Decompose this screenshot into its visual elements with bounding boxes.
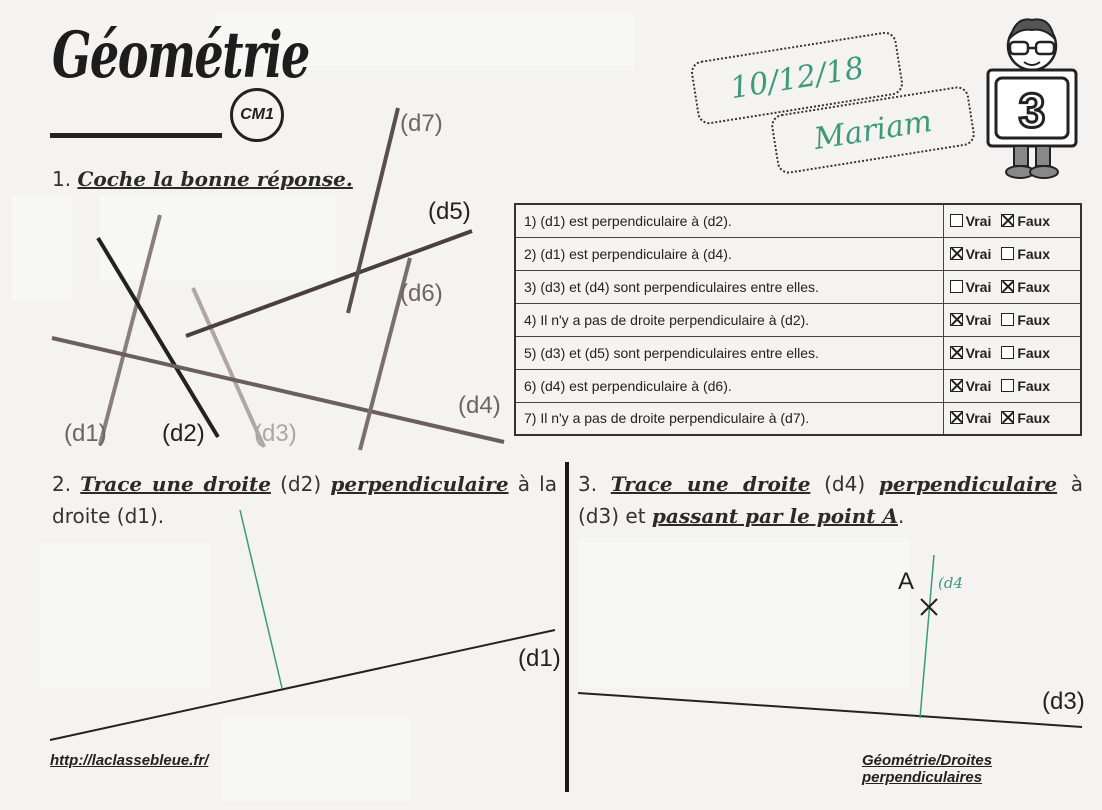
quiz-statement: 7) Il n'y a pas de droite perpendiculaire à (d7). bbox=[515, 402, 943, 435]
label-d6: (d6) bbox=[400, 280, 443, 307]
vrai-label: Vrai bbox=[965, 377, 992, 394]
exercise3-bold1: Trace une droite bbox=[610, 472, 811, 496]
quiz-statement: 5) (d3) et (d5) sont perpendiculaires entre elles. bbox=[515, 336, 943, 369]
drawn-perpendicular-ex3 bbox=[920, 555, 934, 718]
vrai-label: Vrai bbox=[965, 344, 992, 361]
quiz-statement: 3) (d3) et (d4) sont perpendiculaires entre elles. bbox=[515, 270, 943, 303]
quiz-statement: 2) (d1) est perpendiculaire à (d4). bbox=[515, 237, 943, 270]
faux-label: Faux bbox=[1017, 311, 1051, 328]
exercise2-bold1: Trace une droite bbox=[80, 472, 271, 496]
footer-topic: Géométrie/Droites perpendiculaires bbox=[862, 752, 993, 786]
exercise1-instruction: Coche la bonne réponse. bbox=[77, 167, 353, 191]
exercise3-number: 3. bbox=[578, 472, 598, 496]
line-d3-ex3 bbox=[578, 693, 1082, 727]
label-d5: (d5) bbox=[428, 198, 471, 225]
faux-label: Faux bbox=[1017, 278, 1051, 295]
vrai-label: Vrai bbox=[965, 311, 992, 328]
exercise3-bold2: perpendiculaire bbox=[878, 472, 1058, 496]
mascot-number: 3 bbox=[1018, 85, 1046, 138]
faux-label: Faux bbox=[1017, 344, 1051, 361]
date-text: 10/12/18 bbox=[727, 50, 867, 106]
page-title: Géométrie bbox=[52, 18, 309, 93]
exercise1-number: 1. bbox=[52, 167, 72, 191]
handwritten-d4-label: (d4 bbox=[938, 574, 963, 592]
faux-label: Faux bbox=[1017, 245, 1051, 262]
vrai-label: Vrai bbox=[965, 212, 992, 229]
vrai-label: Vrai bbox=[965, 278, 992, 295]
student-name: Mariam bbox=[811, 103, 935, 157]
exercise2-rest: à la droite (d1). bbox=[52, 472, 557, 528]
point-a-label: A bbox=[898, 568, 915, 595]
label-d7: (d7) bbox=[400, 110, 443, 137]
label-d2: (d2) bbox=[162, 420, 205, 447]
label-d1-ex2: (d1) bbox=[518, 645, 561, 672]
faux-label: Faux bbox=[1017, 377, 1051, 394]
label-d4: (d4) bbox=[458, 392, 501, 419]
exercise3-bold3: passant par le point A bbox=[651, 504, 898, 528]
quiz-statement: 4) Il n'y a pas de droite perpendiculaire à (d2). bbox=[515, 303, 943, 336]
footer-website: http://laclassebleue.fr/ bbox=[50, 752, 209, 769]
faux-label: Faux bbox=[1017, 410, 1051, 427]
exercise2-line: (d2) bbox=[280, 472, 322, 496]
quiz-statement: 1) (d1) est perpendiculaire à (d2). bbox=[515, 204, 943, 237]
level-badge: CM1 bbox=[230, 88, 284, 142]
vrai-label: Vrai bbox=[965, 410, 992, 427]
vrai-label: Vrai bbox=[965, 245, 992, 262]
quiz-statement: 6) (d4) est perpendiculaire à (d6). bbox=[515, 369, 943, 402]
label-d1: (d1) bbox=[64, 420, 107, 447]
faux-label: Faux bbox=[1017, 212, 1051, 229]
exercise3-line: (d4) bbox=[824, 472, 866, 496]
exercise2-bold2: perpendiculaire bbox=[330, 472, 509, 496]
exercise3-heading: 3. Trace une droite (d4) perpendiculaire à (d3) et passant par le point A. bbox=[578, 472, 1083, 528]
label-d3: (d3) bbox=[254, 420, 297, 447]
label-d3-ex3: (d3) bbox=[1042, 688, 1085, 715]
exercise3-mid: à (d3) et bbox=[578, 472, 1083, 528]
exercise2-number: 2. bbox=[52, 472, 72, 496]
